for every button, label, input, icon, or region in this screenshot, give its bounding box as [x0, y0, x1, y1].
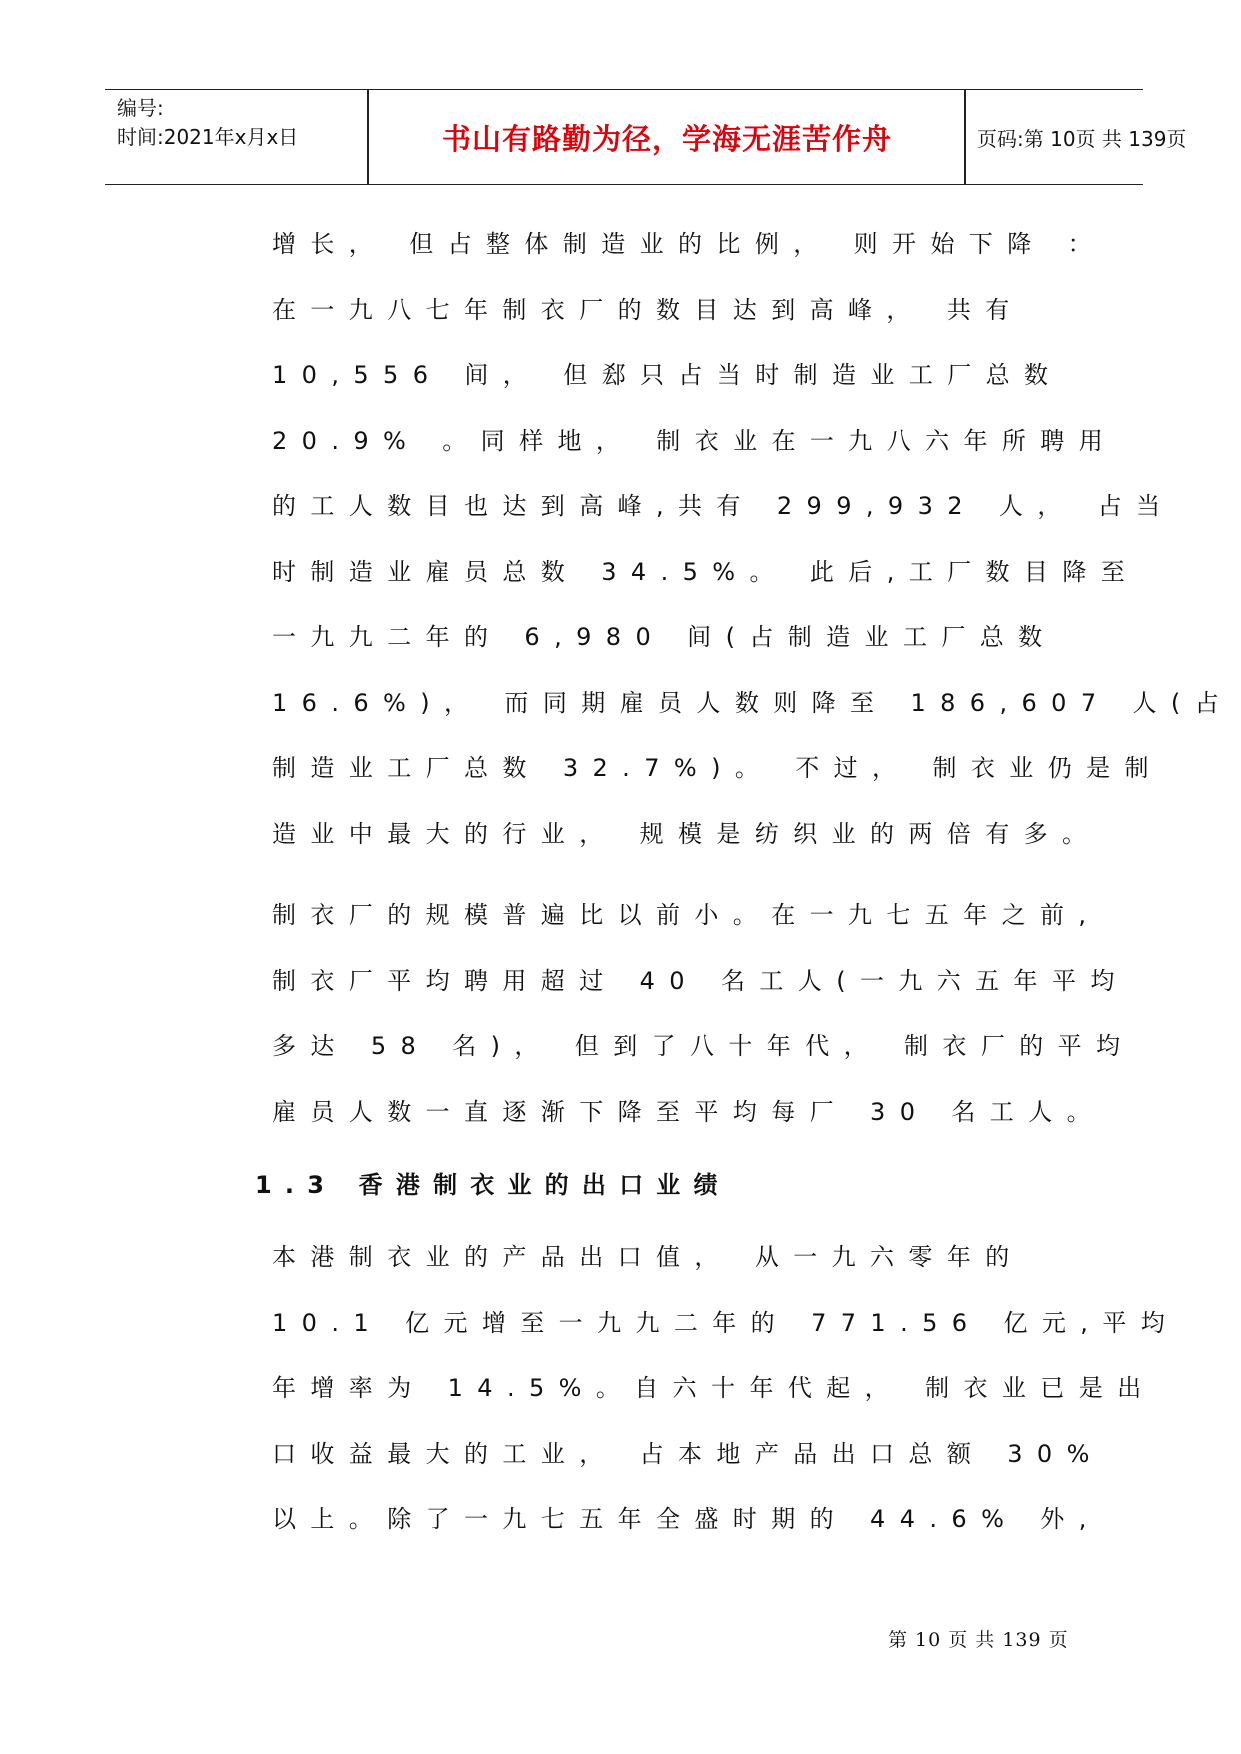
body-line: 的工人数目也达到高峰,共有 299,932 人， 占当 — [272, 492, 1175, 520]
header-motto: 书山有路勤为径，学海无涯苦作舟 — [441, 121, 892, 156]
date-label: 时间:2021年x月x日 — [117, 125, 299, 149]
paragraph-gap — [272, 867, 1072, 883]
body-line: 制衣厂的规模普遍比以前小。在一九七五年之前, — [272, 901, 1101, 929]
body-line: 本港制衣业的产品出口值， 从一九六零年的 — [272, 1243, 1024, 1271]
body-line: 增长， 但占整体制造业的比例， 则开始下降 ： — [272, 230, 1107, 258]
header-divider-left — [367, 90, 369, 184]
body-line: 时制造业雇员总数 34.5%。 此后,工厂数目降至 — [272, 557, 1140, 586]
body-line: 制造业工厂总数 32.7%)。 不过， 制衣业仍是制 — [272, 754, 1163, 782]
body-line: 20.9% 。同样地， 制衣业在一九八六年所聘用 — [272, 426, 1118, 455]
document-body — [255, 212, 1234, 1553]
body-line: 10,556 间， 但郄只占当时制造业工厂总数 — [272, 361, 1063, 389]
body-line: 造业中最大的行业， 规模是纺织业的两倍有多。 — [272, 819, 1101, 848]
body-line: 年增率为 14.5%。自六十年代起， 制衣业已是出 — [272, 1374, 1156, 1402]
page-header — [105, 89, 1187, 185]
body-line: 一九九二年的 6,980 间(占制造业工厂总数 — [272, 623, 1057, 651]
header-divider-right — [964, 90, 966, 184]
body-line: 10.1 亿元增至一九九二年的 771.56 亿元,平均 — [272, 1308, 1180, 1337]
body-line: 以上。除了一九七五年全盛时期的 44.6% 外, — [272, 1505, 1101, 1533]
body-line: 在一九八七年制衣厂的数目达到高峰， 共有 — [272, 295, 1024, 324]
body-line: 多达 58 名)， 但到了八十年代， 制衣厂的平均 — [272, 1032, 1135, 1060]
body-line: 口收益最大的工业， 占本地产品出口总额 30% — [272, 1439, 1104, 1468]
page-footer: 第 10 页 共 139 页 — [888, 1629, 1069, 1651]
header-meta — [117, 94, 367, 152]
body-line: 雇员人数一直逐渐下降至平均每厂 30 名工人。 — [272, 1097, 1105, 1126]
section-heading: 1.3 香港制衣业的出口业绩 — [255, 1171, 731, 1199]
header-page-code: 页码:第 10页 共 139页 — [977, 126, 1187, 151]
serial-number-label: 编号: — [117, 96, 164, 120]
body-line: 制衣厂平均聘用超过 40 名工人(一九六五年平均 — [272, 966, 1129, 995]
body-line: 16.6%)， 而同期雇员人数则降至 186,607 人(占 — [272, 688, 1234, 717]
